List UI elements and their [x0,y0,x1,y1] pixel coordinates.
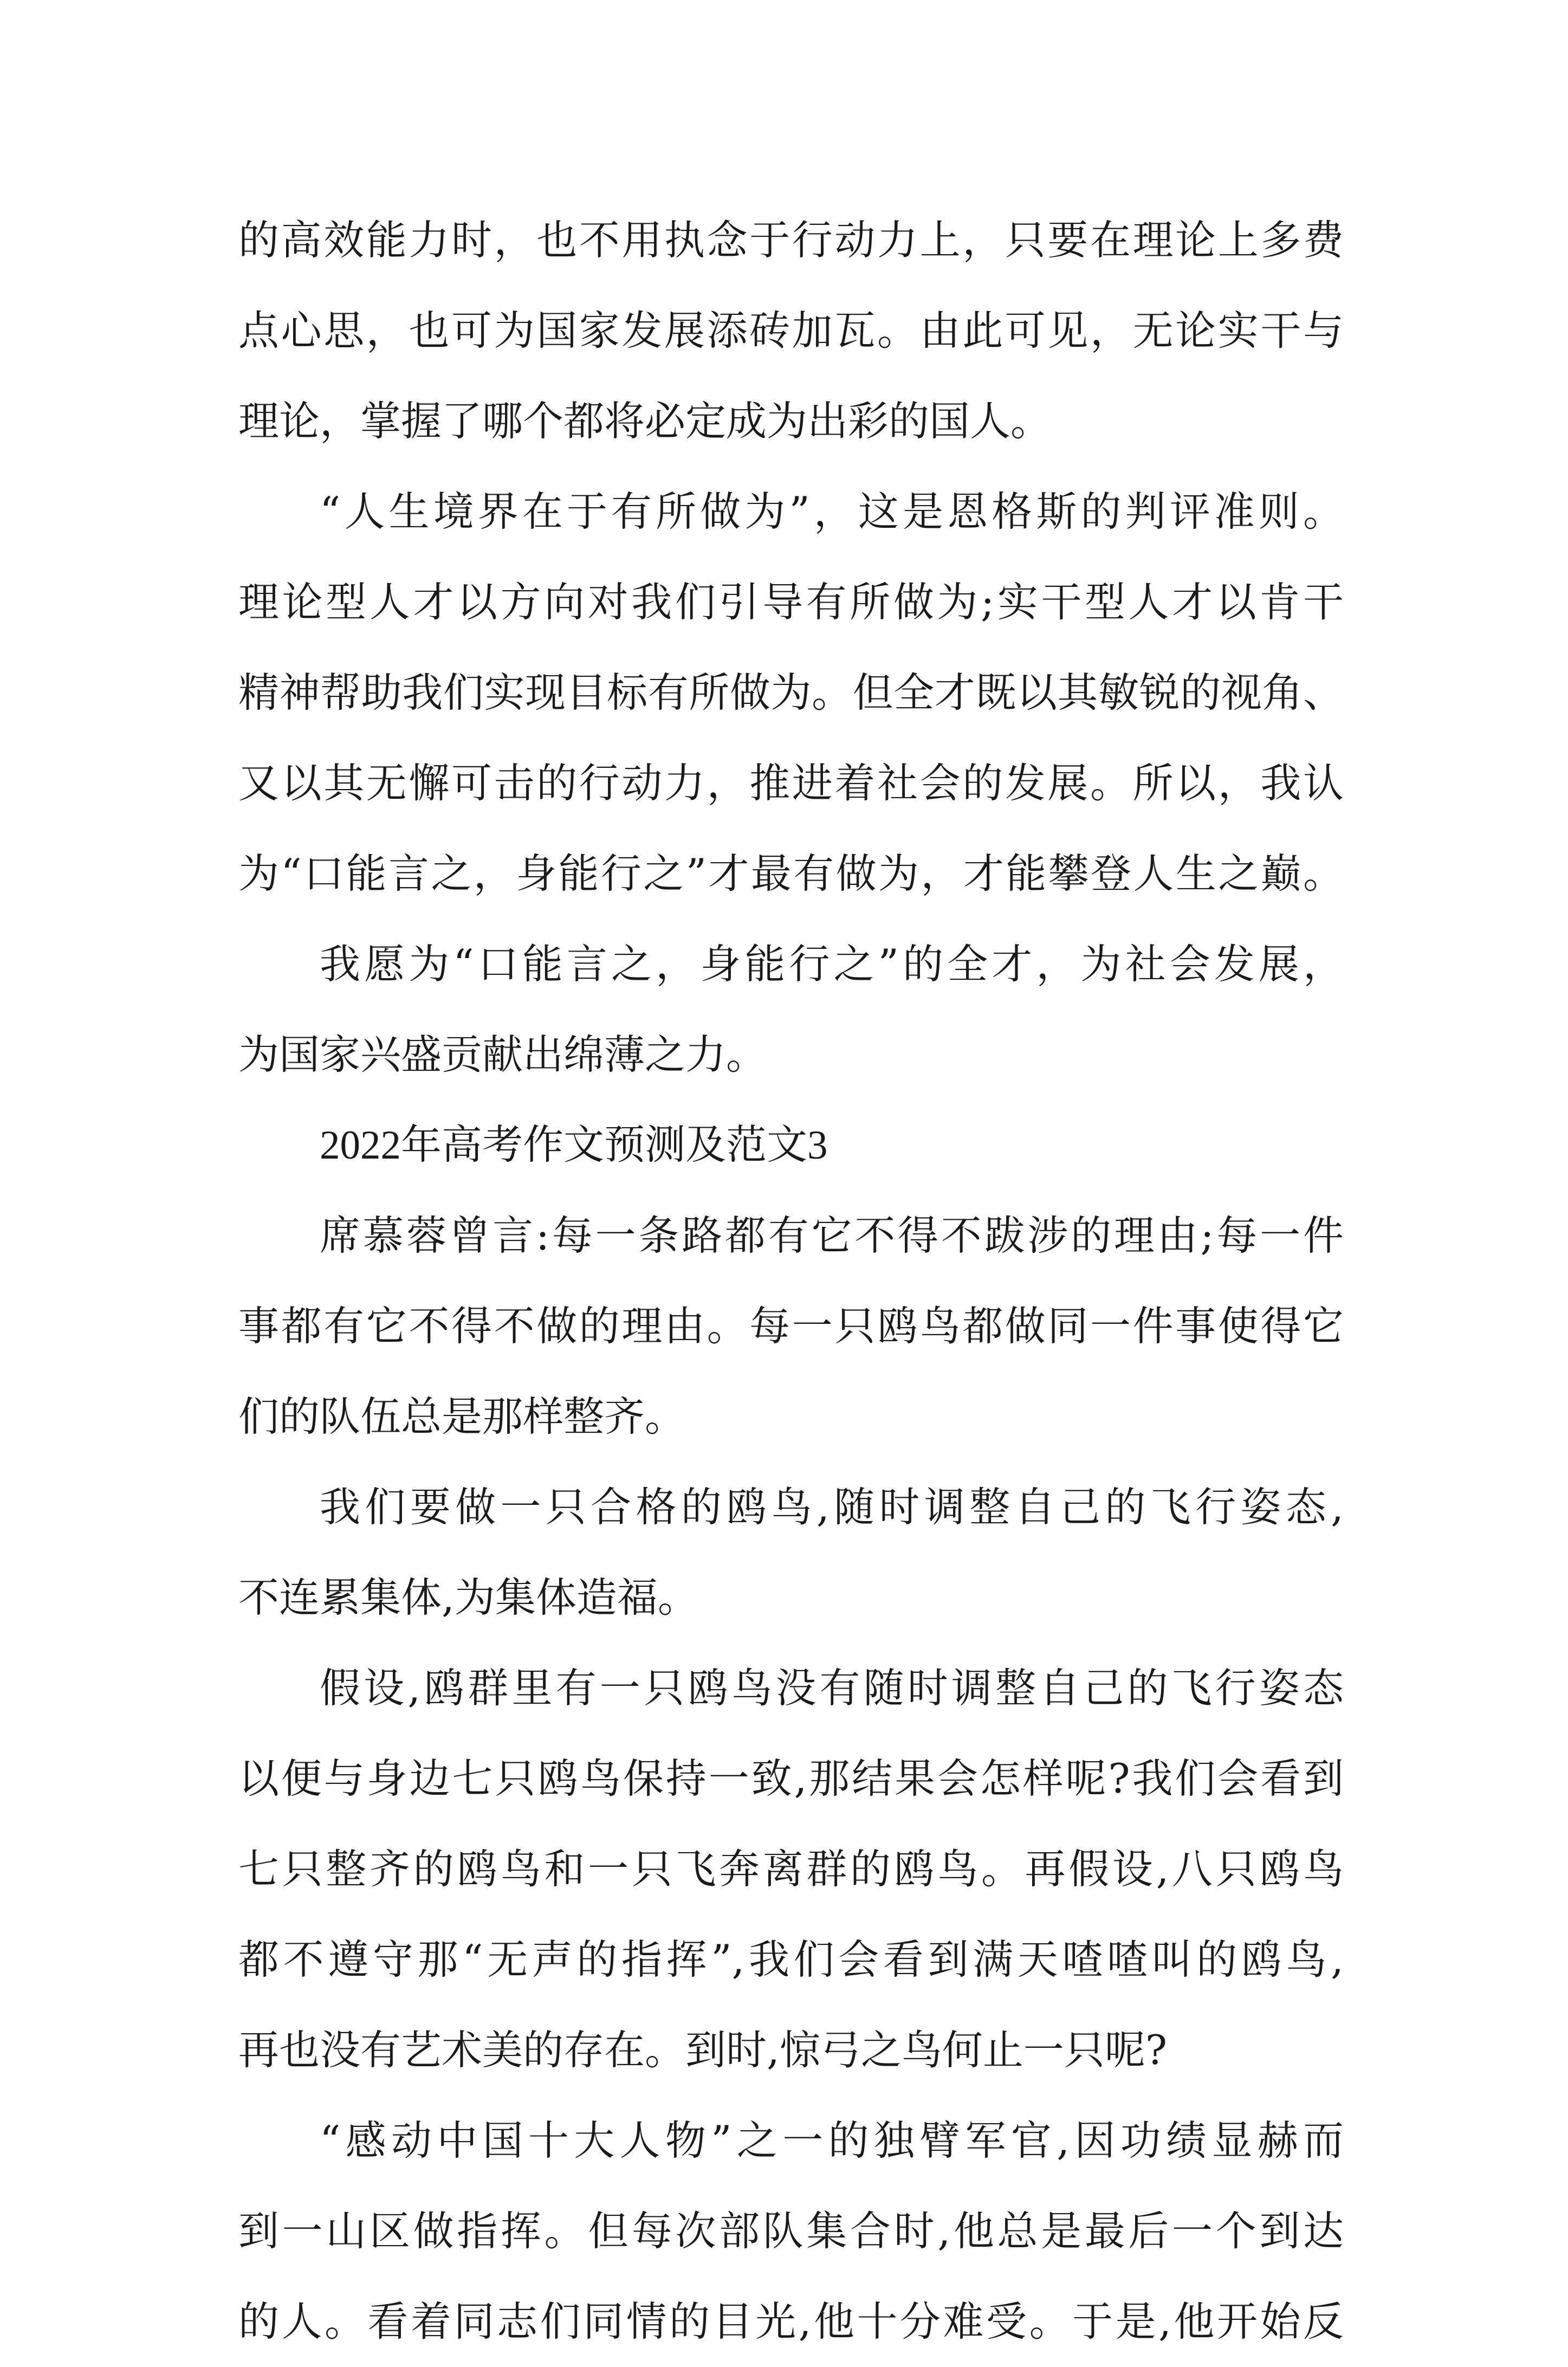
text-line: 我愿为“口能言之，身能行之”的全才，为社会发展， [320,940,1344,988]
text-line: 的高效能力时，也不用执念于行动力上，只要在理论上多费 [238,216,1344,264]
document-body [238,195,1344,2367]
text-line: 再也没有艺术美的存在。到时,惊弓之鸟何止一只呢? [238,2026,1168,2074]
text-line: “人生境界在于有所做为”，这是恩格斯的判评准则。 [320,488,1344,535]
text-line: 理论型人才以方向对我们引导有所做为;实干型人才以肯干 [238,578,1344,626]
text-line: 到一山区做指挥。但每次部队集合时,他总是最后一个到达 [238,2207,1344,2255]
text-line: 为“口能言之，身能行之”才最有做为，才能攀登人生之巅。 [238,850,1344,897]
text-line: 理论，掌握了哪个都将必定成为出彩的国人。 [238,397,1052,445]
text-line: 们的队伍总是那样整齐。 [238,1393,686,1440]
text-line: 的人。看着同志们同情的目光,他十分难受。于是,他开始反 [238,2298,1344,2345]
text-line: 不连累集体,为集体造福。 [238,1574,698,1621]
text-line: 我们要做一只合格的鸥鸟,随时调整自己的飞行姿态, [320,1483,1344,1531]
text-line: 为国家兴盛贡献出绵薄之力。 [238,1031,767,1078]
text-line: 七只整齐的鸥鸟和一只飞奔离群的鸥鸟。再假设,八只鸥鸟 [238,1845,1344,1893]
text-line: 事都有它不得不做的理由。每一只鸥鸟都做同一件事使得它 [238,1302,1344,1350]
text-line: 席慕蓉曾言:每一条路都有它不得不跋涉的理由;每一件 [320,1212,1344,1259]
text-line: 精神帮助我们实现目标有所做为。但全才既以其敏锐的视角、 [238,669,1344,716]
text-line: 点心思，也可为国家发展添砖加瓦。由此可见，无论实干与 [238,307,1344,354]
text-line: 假设,鸥群里有一只鸥鸟没有随时调整自己的飞行姿态 [320,1664,1344,1712]
section-heading: 2022年高考作文预测及范文3 [320,1123,828,1168]
text-line: “感动中国十大人物”之一的独臂军官,因功绩显赫而 [320,2117,1344,2164]
text-line: 都不遵守那“无声的指挥”,我们会看到满天喳喳叫的鸥鸟, [238,1936,1344,1983]
text-line: 又以其无懈可击的行动力，推进着社会的发展。所以，我认 [238,759,1344,807]
text-line: 以便与身边七只鸥鸟保持一致,那结果会怎样呢?我们会看到 [238,1755,1344,1802]
